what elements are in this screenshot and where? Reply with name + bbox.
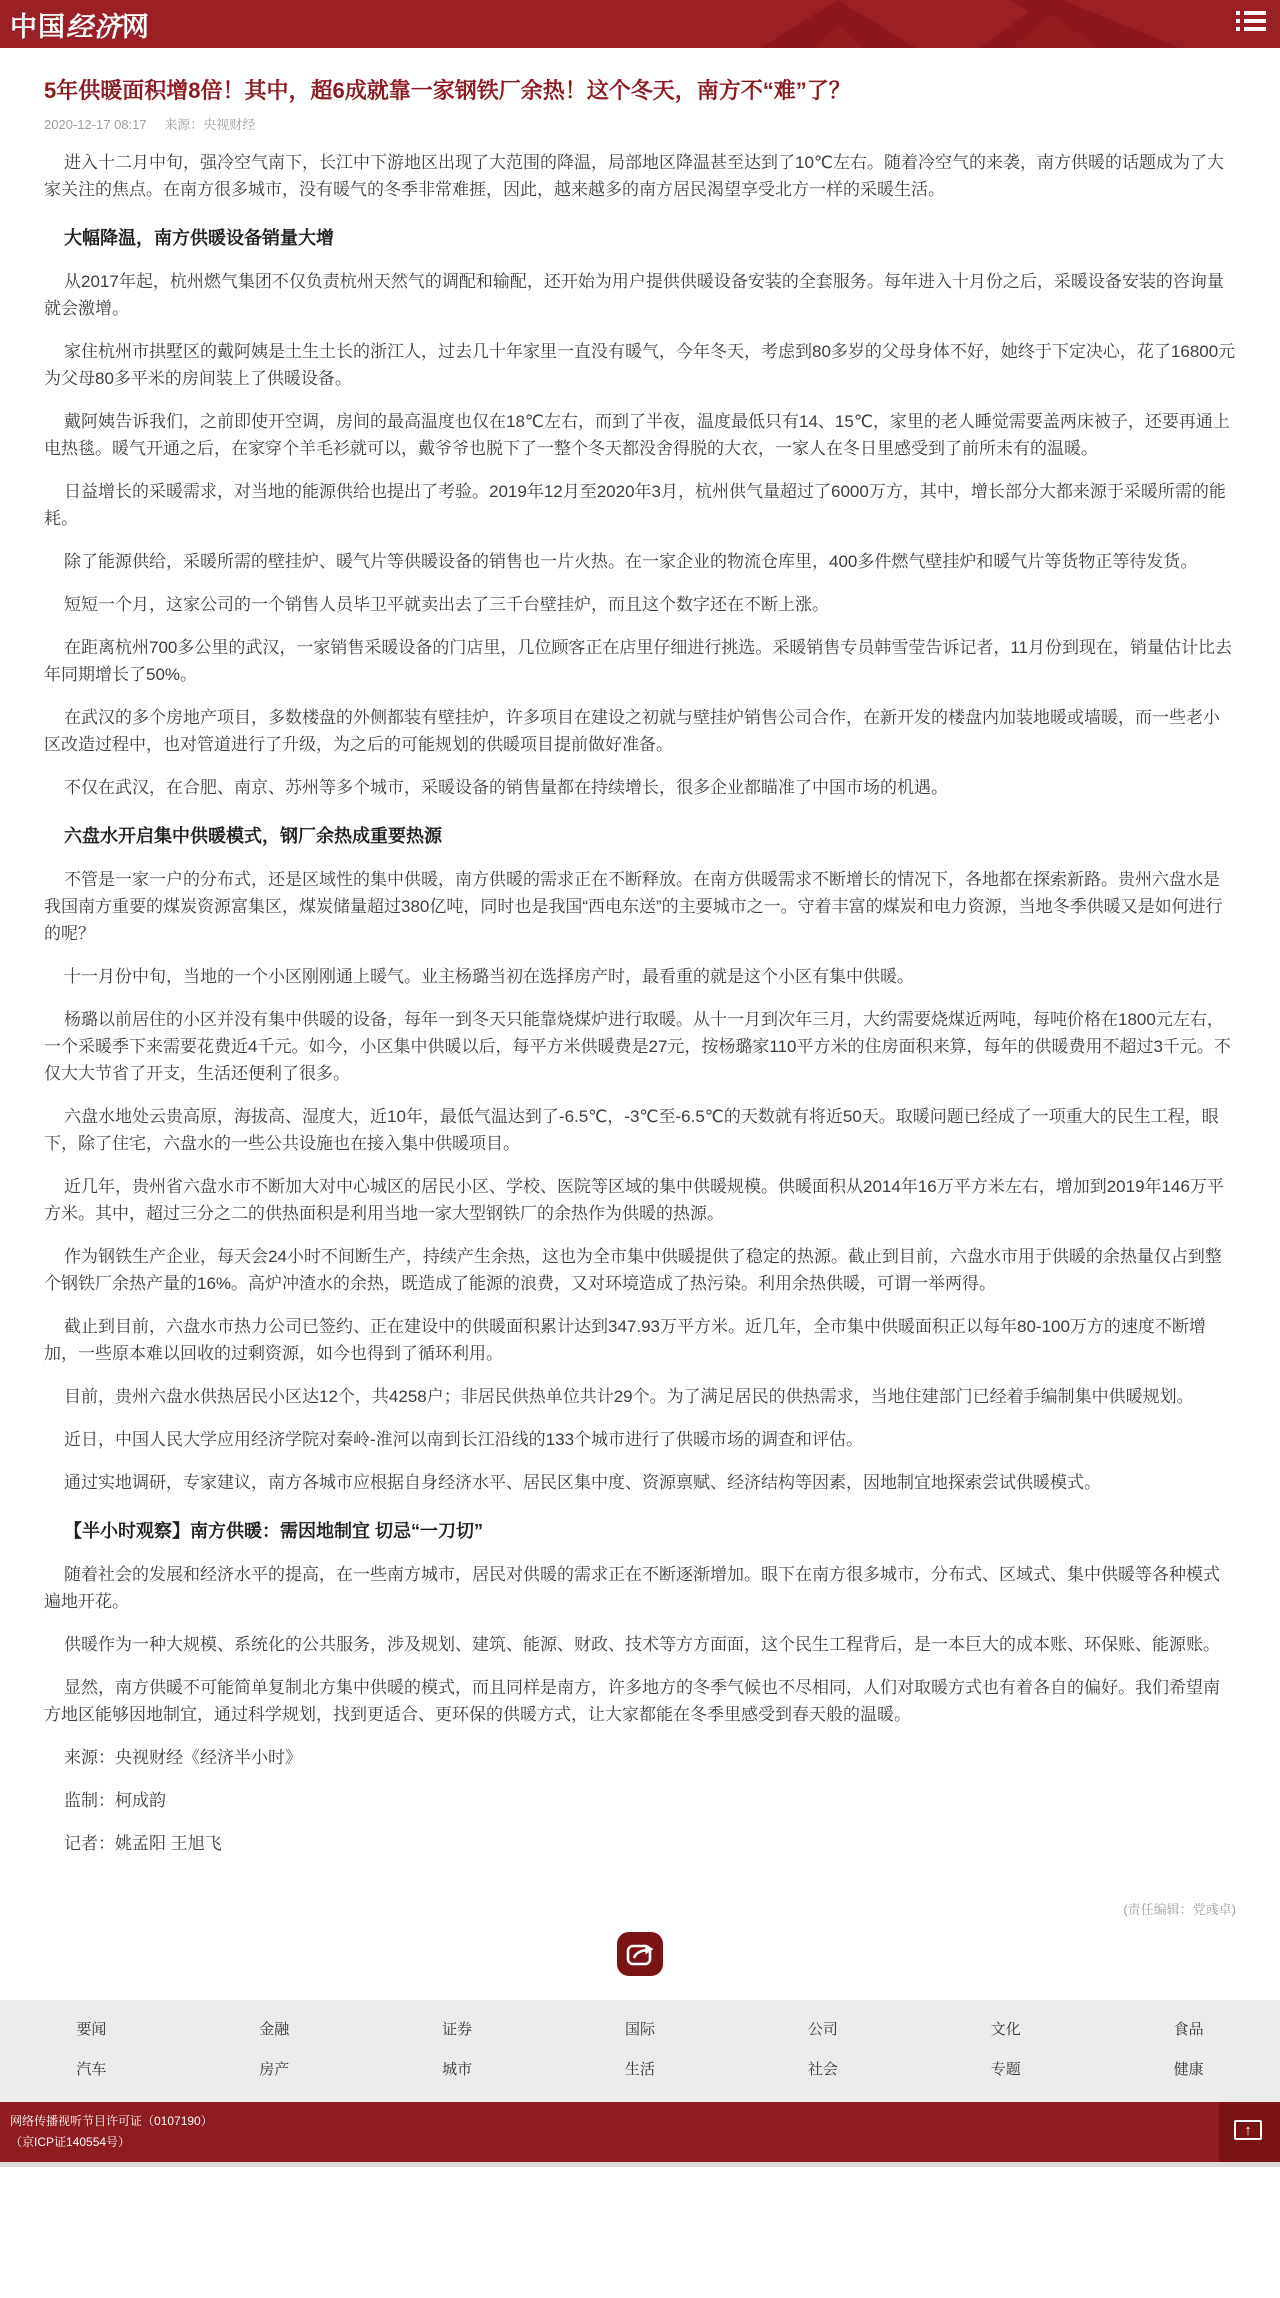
paragraph: 日益增长的采暖需求，对当地的能源供给也提出了考验。2019年12月至2020年3月，杭州供气量超过了6000万方，其中，增长部分大都来源于采暖所需的能耗。 <box>44 482 1226 528</box>
paragraph: 供暖作为一种大规模、系统化的公共服务，涉及规划、建筑、能源、财政、技术等方方面面，这个民生工程背后，是一本巨大的成本账、环保账、能源账。 <box>64 1635 1220 1654</box>
back-to-top-panel <box>1219 2102 1280 2162</box>
paragraph: 截止到目前，六盘水市热力公司已签约、正在建设中的供暖面积累计达到347.93万平方米。近几年，全市集中供暖面积正以每年80-100万方的速度不断增加，一些原本难以回收的过剩资源，如今也得到了循环利用。 <box>44 1317 1206 1363</box>
menu-line <box>1236 19 1266 23</box>
footer-nav-item-社会[interactable]: 社会 <box>807 2061 838 2078</box>
paragraph: 除了能源供给，采暖所需的壁挂炉、暖气片等供暖设备的销售也一片火热。在一家企业的物流仓库里，400多件燃气壁挂炉和暖气片等货物正等待发货。 <box>64 552 1198 571</box>
license-block <box>0 2102 1280 2153</box>
header-watermark <box>580 0 1280 48</box>
paragraph: 戴阿姨告诉我们，之前即使开空调，房间的最高温度也仅在18℃左右，而到了半夜，温度最低只有14、15℃，家里的老人睡觉需要盖两床被子，还要再通上电热毯。暖气开通之后，在家穿个羊毛衫就可以，戴爷爷也脱下了一整个冬天都没舍得脱的大衣，一家人在冬日里感受到了前所未有的温暖。 <box>44 412 1230 458</box>
article-date: 2020-12-17 08:17 <box>44 117 147 132</box>
paragraph: 杨璐以前居住的小区并没有集中供暖的设备，每年一到冬天只能靠烧煤炉进行取暖。从十一月到次年三月，大约需要烧煤近两吨，每吨价格在1800元左右，一个采暖季下来需要花费近4千元。如今，小区集中供暖以后，每平方米供暖费是27元，按杨璐家110平方米的住房面积来算，每年的供暖费用不超过3千元。不仅大大节省了开支，生活还便利了很多。 <box>44 1010 1231 1083</box>
footer-nav-item-生活[interactable]: 生活 <box>624 2061 655 2078</box>
share-icon <box>622 1937 658 1971</box>
paragraph: 不仅在武汉，在合肥、南京、苏州等多个城市，采暖设备的销售量都在持续增长，很多企业都瞄准了中国市场的机遇。 <box>64 778 948 797</box>
footer-nav-grid <box>0 2010 1280 2090</box>
section-heading: 六盘水开启集中供暖模式，钢厂余热成重要热源 <box>64 826 442 846</box>
footer-nav-item-汽车[interactable]: 汽车 <box>76 2061 107 2078</box>
paragraph: 从2017年起，杭州燃气集团不仅负责杭州天然气的调配和输配，还开始为用户提供供暖设备安装的全套服务。每年进入十月份之后，采暖设备安装的咨询量就会激增。 <box>44 272 1224 318</box>
menu-line <box>1236 11 1266 15</box>
footer-nav-item-国际[interactable]: 国际 <box>624 2021 655 2038</box>
article-body <box>44 149 1236 1875</box>
site-header <box>0 0 1280 48</box>
paragraph: 不管是一家一户的分布式，还是区域性的集中供暖，南方供暖的需求正在不断释放。在南方供暖需求不断增长的情况下，各地都在探索新路。贵州六盘水是我国南方重要的煤炭资源富集区，煤炭储量超过380亿吨，同时也是我国“西电东送”的主要城市之一。守着丰富的煤炭和电力资源，当地冬季供暖又是如何进行的呢？ <box>44 870 1223 943</box>
list-menu-icon[interactable] <box>1236 11 1266 31</box>
paragraph: 记者：姚孟阳 王旭飞 <box>64 1834 222 1853</box>
logo-text-prefix: 中国 <box>10 12 66 42</box>
editor-note: (责任编辑：党彧卓) <box>1123 1902 1236 1917</box>
paragraph: 监制：柯成韵 <box>64 1791 166 1810</box>
paragraph: 十一月份中旬，当地的一个小区刚刚通上暖气。业主杨璐当初在选择房产时，最看重的就是这个小区有集中供暖。 <box>64 967 914 986</box>
paragraph: 作为钢铁生产企业，每天会24小时不间断生产，持续产生余热，这也为全市集中供暖提供了稳定的热源。截止到目前，六盘水市用于供暖的余热量仅占到整个钢铁厂余热产量的16%。高炉冲渣水的余热，既造成了能源的浪费，又对环境造成了热污染。利用余热供暖，可谓一举两得。 <box>44 1247 1222 1293</box>
logo-text-suffix: 网 <box>122 12 150 42</box>
footer-nav-item-食品[interactable]: 食品 <box>1173 2021 1204 2038</box>
paragraph: 在距离杭州700多公里的武汉，一家销售采暖设备的门店里，几位顾客正在店里仔细进行挑选。采暖销售专员韩雪莹告诉记者，11月份到现在，销量估计比去年同期增长了50%。 <box>44 638 1233 684</box>
footer-nav-item-文化[interactable]: 文化 <box>990 2021 1021 2038</box>
paragraph: 六盘水地处云贵高原，海拔高、湿度大，近10年，最低气温达到了-6.5℃，-3℃至-6.5℃的天数就有将近50天。取暖问题已经成了一项重大的民生工程，眼下，除了住宅，六盘水的一些公共设施也在接入集中供暖项目。 <box>44 1107 1219 1153</box>
footer-nav-item-房产[interactable]: 房产 <box>259 2061 290 2078</box>
footer-nav <box>0 2000 1280 2102</box>
paragraph: 显然，南方供暖不可能简单复制北方集中供暖的模式，而且同样是南方，许多地方的冬季气候也不尽相同，人们对取暖方式也有着各自的偏好。我们希望南方地区能够因地制宜，通过科学规划，找到更适合、更环保的供暖方式，让大家都能在冬季里感受到春天般的温暖。 <box>44 1678 1220 1724</box>
footer-nav-item-证券[interactable]: 证券 <box>442 2021 473 2038</box>
share-button[interactable] <box>617 1932 663 1976</box>
logo-text-script: 经济 <box>66 12 122 43</box>
footer-nav-item-要闻[interactable]: 要闻 <box>76 2021 107 2038</box>
paragraph: 家住杭州市拱墅区的戴阿姨是土生土长的浙江人，过去几十年家里一直没有暖气，今年冬天，考虑到80多岁的父母身体不好，她终于下定决心，花了16800元为父母80多平米的房间装上了供暖设备。 <box>44 342 1236 388</box>
footer-nav-item-城市[interactable]: 城市 <box>442 2061 473 2078</box>
footer-nav-item-健康[interactable]: 健康 <box>1173 2061 1204 2078</box>
share-row <box>44 1932 1236 1976</box>
article-source: 来源：央视财经 <box>164 117 256 132</box>
paragraph: 目前，贵州六盘水供热居民小区达12个，共4258户；非居民供热单位共计29个。为了满足居民的供热需求，当地住建部门已经着手编制集中供暖规划。 <box>64 1387 1194 1406</box>
article-meta <box>44 114 1236 133</box>
license-line-1: 网络传播视听节目许可证（0107190） <box>10 2114 213 2128</box>
article-title: 5年供暖面积增8倍！其中，超6成就靠一家钢铁厂余热！这个冬天，南方不“难”了？ <box>44 78 851 103</box>
paragraph: 进入十二月中旬，强冷空气南下，长江中下游地区出现了大范围的降温，局部地区降温甚至达到了10℃左右。随着冷空气的来袭，南方供暖的话题成为了大家关注的焦点。在南方很多城市，没有暖气的冬季非常难捱，因此，越来越多的南方居民渴望享受北方一样的采暖生活。 <box>44 153 1224 199</box>
footer-nav-item-专题[interactable]: 专题 <box>990 2061 1021 2078</box>
paragraph: 在武汉的多个房地产项目，多数楼盘的外侧都装有壁挂炉，许多项目在建设之初就与壁挂炉销售公司合作，在新开发的楼盘内加装地暖或墙暖，而一些老小区改造过程中，也对管道进行了升级，为之后的可能规划的供暖项目提前做好准备。 <box>44 708 1220 754</box>
paragraph: 通过实地调研，专家建议，南方各城市应根据自身经济水平、居民区集中度、资源禀赋、经济结构等因素，因地制宜地探索尝试供暖模式。 <box>64 1473 1101 1492</box>
paragraph: 随着社会的发展和经济水平的提高，在一些南方城市，居民对供暖的需求正在不断逐渐增加。眼下在南方很多城市，分布式、区域式、集中供暖等各种模式遍地开花。 <box>44 1565 1220 1611</box>
section-heading: 大幅降温，南方供暖设备销量大增 <box>64 228 334 248</box>
page-bottom-strip <box>0 2162 1280 2167</box>
paragraph: 短短一个月，这家公司的一个销售人员毕卫平就卖出去了三千台壁挂炉，而且这个数字还在不断上涨。 <box>64 595 829 614</box>
paragraph: 近几年，贵州省六盘水市不断加大对中心城区的居民小区、学校、医院等区域的集中供暖规模。供暖面积从2014年16万平方米左右，增加到2019年146万平方米。其中，超过三分之二的供热面积是利用当地一家大型钢铁厂的余热作为供暖的热源。 <box>44 1177 1224 1223</box>
footer-nav-item-公司[interactable]: 公司 <box>807 2021 838 2038</box>
paragraph: 近日，中国人民大学应用经济学院对秦岭-淮河以南到长江沿线的133个城市进行了供暖市场的调查和评估。 <box>64 1430 864 1449</box>
site-logo[interactable] <box>10 5 150 44</box>
paragraph: 来源：央视财经《经济半小时》 <box>64 1748 302 1767</box>
section-heading: 【半小时观察】南方供暖：需因地制宜 切忌“一刀切” <box>64 1521 483 1541</box>
footer-nav-item-金融[interactable]: 金融 <box>259 2021 290 2038</box>
menu-line <box>1236 27 1266 31</box>
bottom-bar <box>0 2102 1280 2162</box>
license-line-2: （京ICP证140554号） <box>10 2135 131 2149</box>
back-to-top-icon[interactable]: ↑ <box>1234 2120 1262 2140</box>
